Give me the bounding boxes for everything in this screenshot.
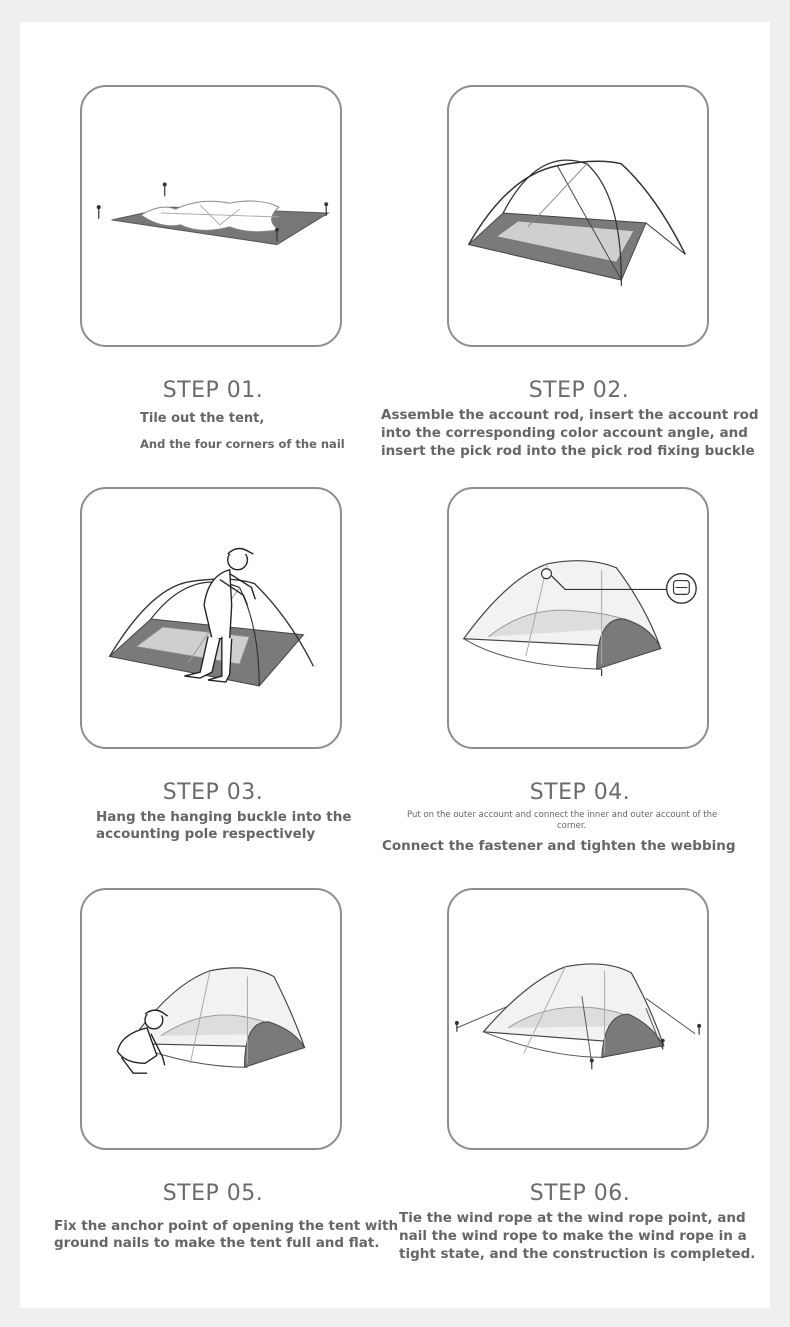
step-03-line-2: accounting pole respectively xyxy=(96,826,316,842)
tent-pole-assembly-icon xyxy=(449,87,707,345)
tent-guy-lines-icon xyxy=(449,890,707,1148)
step-04-title: STEP 04. xyxy=(529,780,631,805)
step-04-small-line-2: corner. xyxy=(557,821,587,831)
step-05-line-1: Fix the anchor point of opening the tent with xyxy=(54,1218,399,1234)
step-06-line-3: tight state, and the construction is completed. xyxy=(399,1246,756,1262)
step-04-line-1: Connect the fastener and tighten the webbing xyxy=(382,838,736,854)
outer-fly-fastener-icon xyxy=(449,489,707,747)
step-06-line-2: nail the wind rope to make the wind rope in a xyxy=(399,1228,747,1244)
step-06-title: STEP 06. xyxy=(529,1181,631,1206)
step-04-card xyxy=(447,487,709,749)
step-02-line-3: insert the pick rod into the pick rod fixing buckle xyxy=(381,443,755,459)
step-03-line-1: Hang the hanging buckle into the xyxy=(96,809,352,825)
step-01-card xyxy=(80,85,342,347)
step-02-line-1: Assemble the account rod, insert the account rod xyxy=(381,407,759,423)
step-03-card xyxy=(80,487,342,749)
step-02-line-2: into the corresponding color account angle, and xyxy=(381,425,748,441)
person-staking-tent-icon xyxy=(82,890,340,1148)
step-01-title: STEP 01. xyxy=(162,378,264,403)
step-06-line-1: Tie the wind rope at the wind rope point, and xyxy=(399,1210,746,1226)
step-05-line-2: ground nails to make the tent full and flat. xyxy=(54,1235,380,1251)
step-04-small-line-1: Put on the outer account and connect the inner and outer account of the xyxy=(407,810,718,820)
step-01-line-1: Tile out the tent, xyxy=(140,411,265,426)
step-05-card xyxy=(80,888,342,1150)
step-02-card xyxy=(447,85,709,347)
step-05-title: STEP 05. xyxy=(162,1181,264,1206)
step-02-title: STEP 02. xyxy=(528,378,630,403)
tent-flat-layout-icon xyxy=(82,87,340,345)
person-hanging-buckle-icon xyxy=(82,489,340,747)
step-03-title: STEP 03. xyxy=(162,780,264,805)
step-06-card xyxy=(447,888,709,1150)
step-01-line-2: And the four corners of the nail xyxy=(140,437,345,451)
